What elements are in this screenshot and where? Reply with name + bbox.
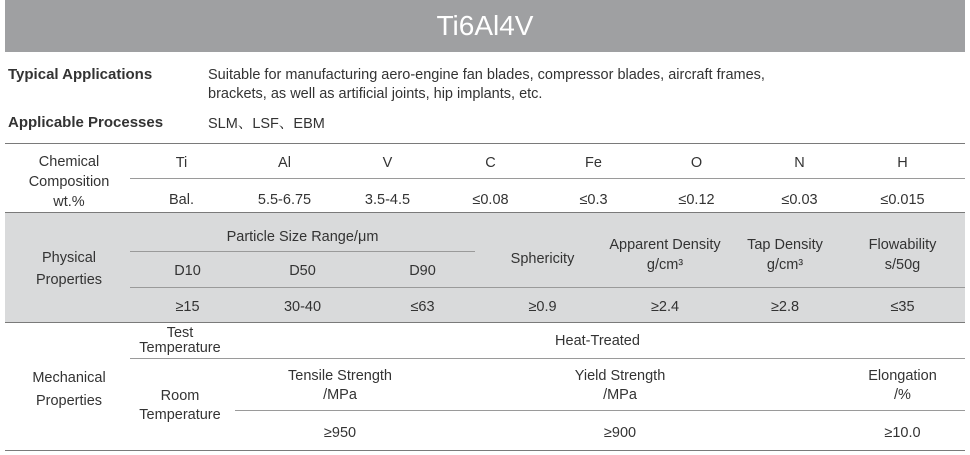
test-temperature-line2: Temperature xyxy=(139,340,221,356)
tensile-strength-unit: /MPa xyxy=(323,387,357,403)
physical-value: ≤63 xyxy=(410,299,435,315)
psd-col-d50: D50 xyxy=(289,263,316,279)
flowability-unit: s/50g xyxy=(884,257,921,273)
processes-value: SLM、LSF、EBM xyxy=(208,116,325,132)
room-temperature-line1: Room xyxy=(160,388,200,404)
elongation-header: Elongation xyxy=(868,368,937,384)
physical-value: ≤35 xyxy=(890,299,915,315)
psd-col-d10: D10 xyxy=(174,263,201,279)
physical-inner-rule xyxy=(130,287,965,288)
element-value: ≤0.3 xyxy=(579,192,608,208)
apparent-density-unit: g/cm³ xyxy=(646,257,684,273)
room-temperature-line2: Temperature xyxy=(139,407,221,423)
element-value: ≤0.03 xyxy=(781,192,818,208)
physical-value: ≥2.8 xyxy=(770,299,800,315)
element-value: Bal. xyxy=(169,192,194,208)
physical-value: 30-40 xyxy=(283,299,322,315)
chemical-label-line1: Chemical xyxy=(38,154,100,170)
physical-value: ≥0.9 xyxy=(528,299,557,315)
element-value: 3.5-4.5 xyxy=(364,192,411,208)
elongation-value: ≥10.0 xyxy=(884,425,921,441)
tensile-strength-value: ≥950 xyxy=(323,425,357,441)
element-value: ≤0.12 xyxy=(678,192,715,208)
element-header: N xyxy=(794,155,805,171)
table-top-rule xyxy=(5,143,965,144)
sphericity-header: Sphericity xyxy=(510,251,575,267)
element-value: 5.5-6.75 xyxy=(257,192,312,208)
table-bottom-rule xyxy=(5,450,965,451)
element-header: V xyxy=(382,155,393,171)
element-header: C xyxy=(485,155,496,171)
mechanical-rule-1 xyxy=(130,358,965,359)
physical-label-line1: Physical xyxy=(42,250,96,266)
physical-label-line2: Properties xyxy=(35,272,103,288)
element-value: ≤0.015 xyxy=(880,192,925,208)
chemical-inner-rule xyxy=(130,178,965,179)
applications-label: Typical Applications xyxy=(8,66,153,83)
physical-value: ≥2.4 xyxy=(650,299,680,315)
elongation-unit: /% xyxy=(894,387,911,403)
mechanical-label-line2: Properties xyxy=(35,393,103,409)
tap-density-header: Tap Density xyxy=(747,237,823,253)
element-header: Al xyxy=(278,155,291,171)
element-header: H xyxy=(897,155,908,171)
physical-bottom-rule xyxy=(5,322,965,323)
applications-text-line1: Suitable for manufacturing aero-engine fan blades, compressor blades, aircraft frames, xyxy=(208,67,765,83)
page-title: Ti6Al4V xyxy=(5,0,965,52)
flowability-header: Flowability xyxy=(868,237,937,253)
apparent-density-header: Apparent Density xyxy=(609,237,721,253)
physical-value: ≥15 xyxy=(175,299,200,315)
psd-rule xyxy=(130,251,475,252)
element-value: ≤0.08 xyxy=(472,192,509,208)
condition-heat-treated: Heat-Treated xyxy=(555,333,640,349)
mechanical-rule-2 xyxy=(235,410,965,411)
element-header: Ti xyxy=(175,155,188,171)
yield-strength-value: ≥900 xyxy=(603,425,637,441)
element-header: O xyxy=(690,155,703,171)
yield-strength-unit: /MPa xyxy=(603,387,637,403)
chemical-label-line2: Composition xyxy=(28,174,110,190)
psd-header: Particle Size Range/μm xyxy=(226,229,379,245)
tap-density-unit: g/cm³ xyxy=(766,257,804,273)
test-temperature-line1: Test xyxy=(166,325,194,341)
tensile-strength-header: Tensile Strength xyxy=(288,368,392,384)
element-header: Fe xyxy=(585,155,602,171)
psd-col-d90: D90 xyxy=(409,263,436,279)
chemical-label-line3: wt.% xyxy=(53,194,85,210)
processes-label: Applicable Processes xyxy=(8,114,164,131)
mechanical-label-line1: Mechanical xyxy=(32,370,106,386)
applications-text-line2: brackets, as well as artificial joints, hip implants, etc. xyxy=(208,86,543,102)
yield-strength-header: Yield Strength xyxy=(574,368,666,384)
